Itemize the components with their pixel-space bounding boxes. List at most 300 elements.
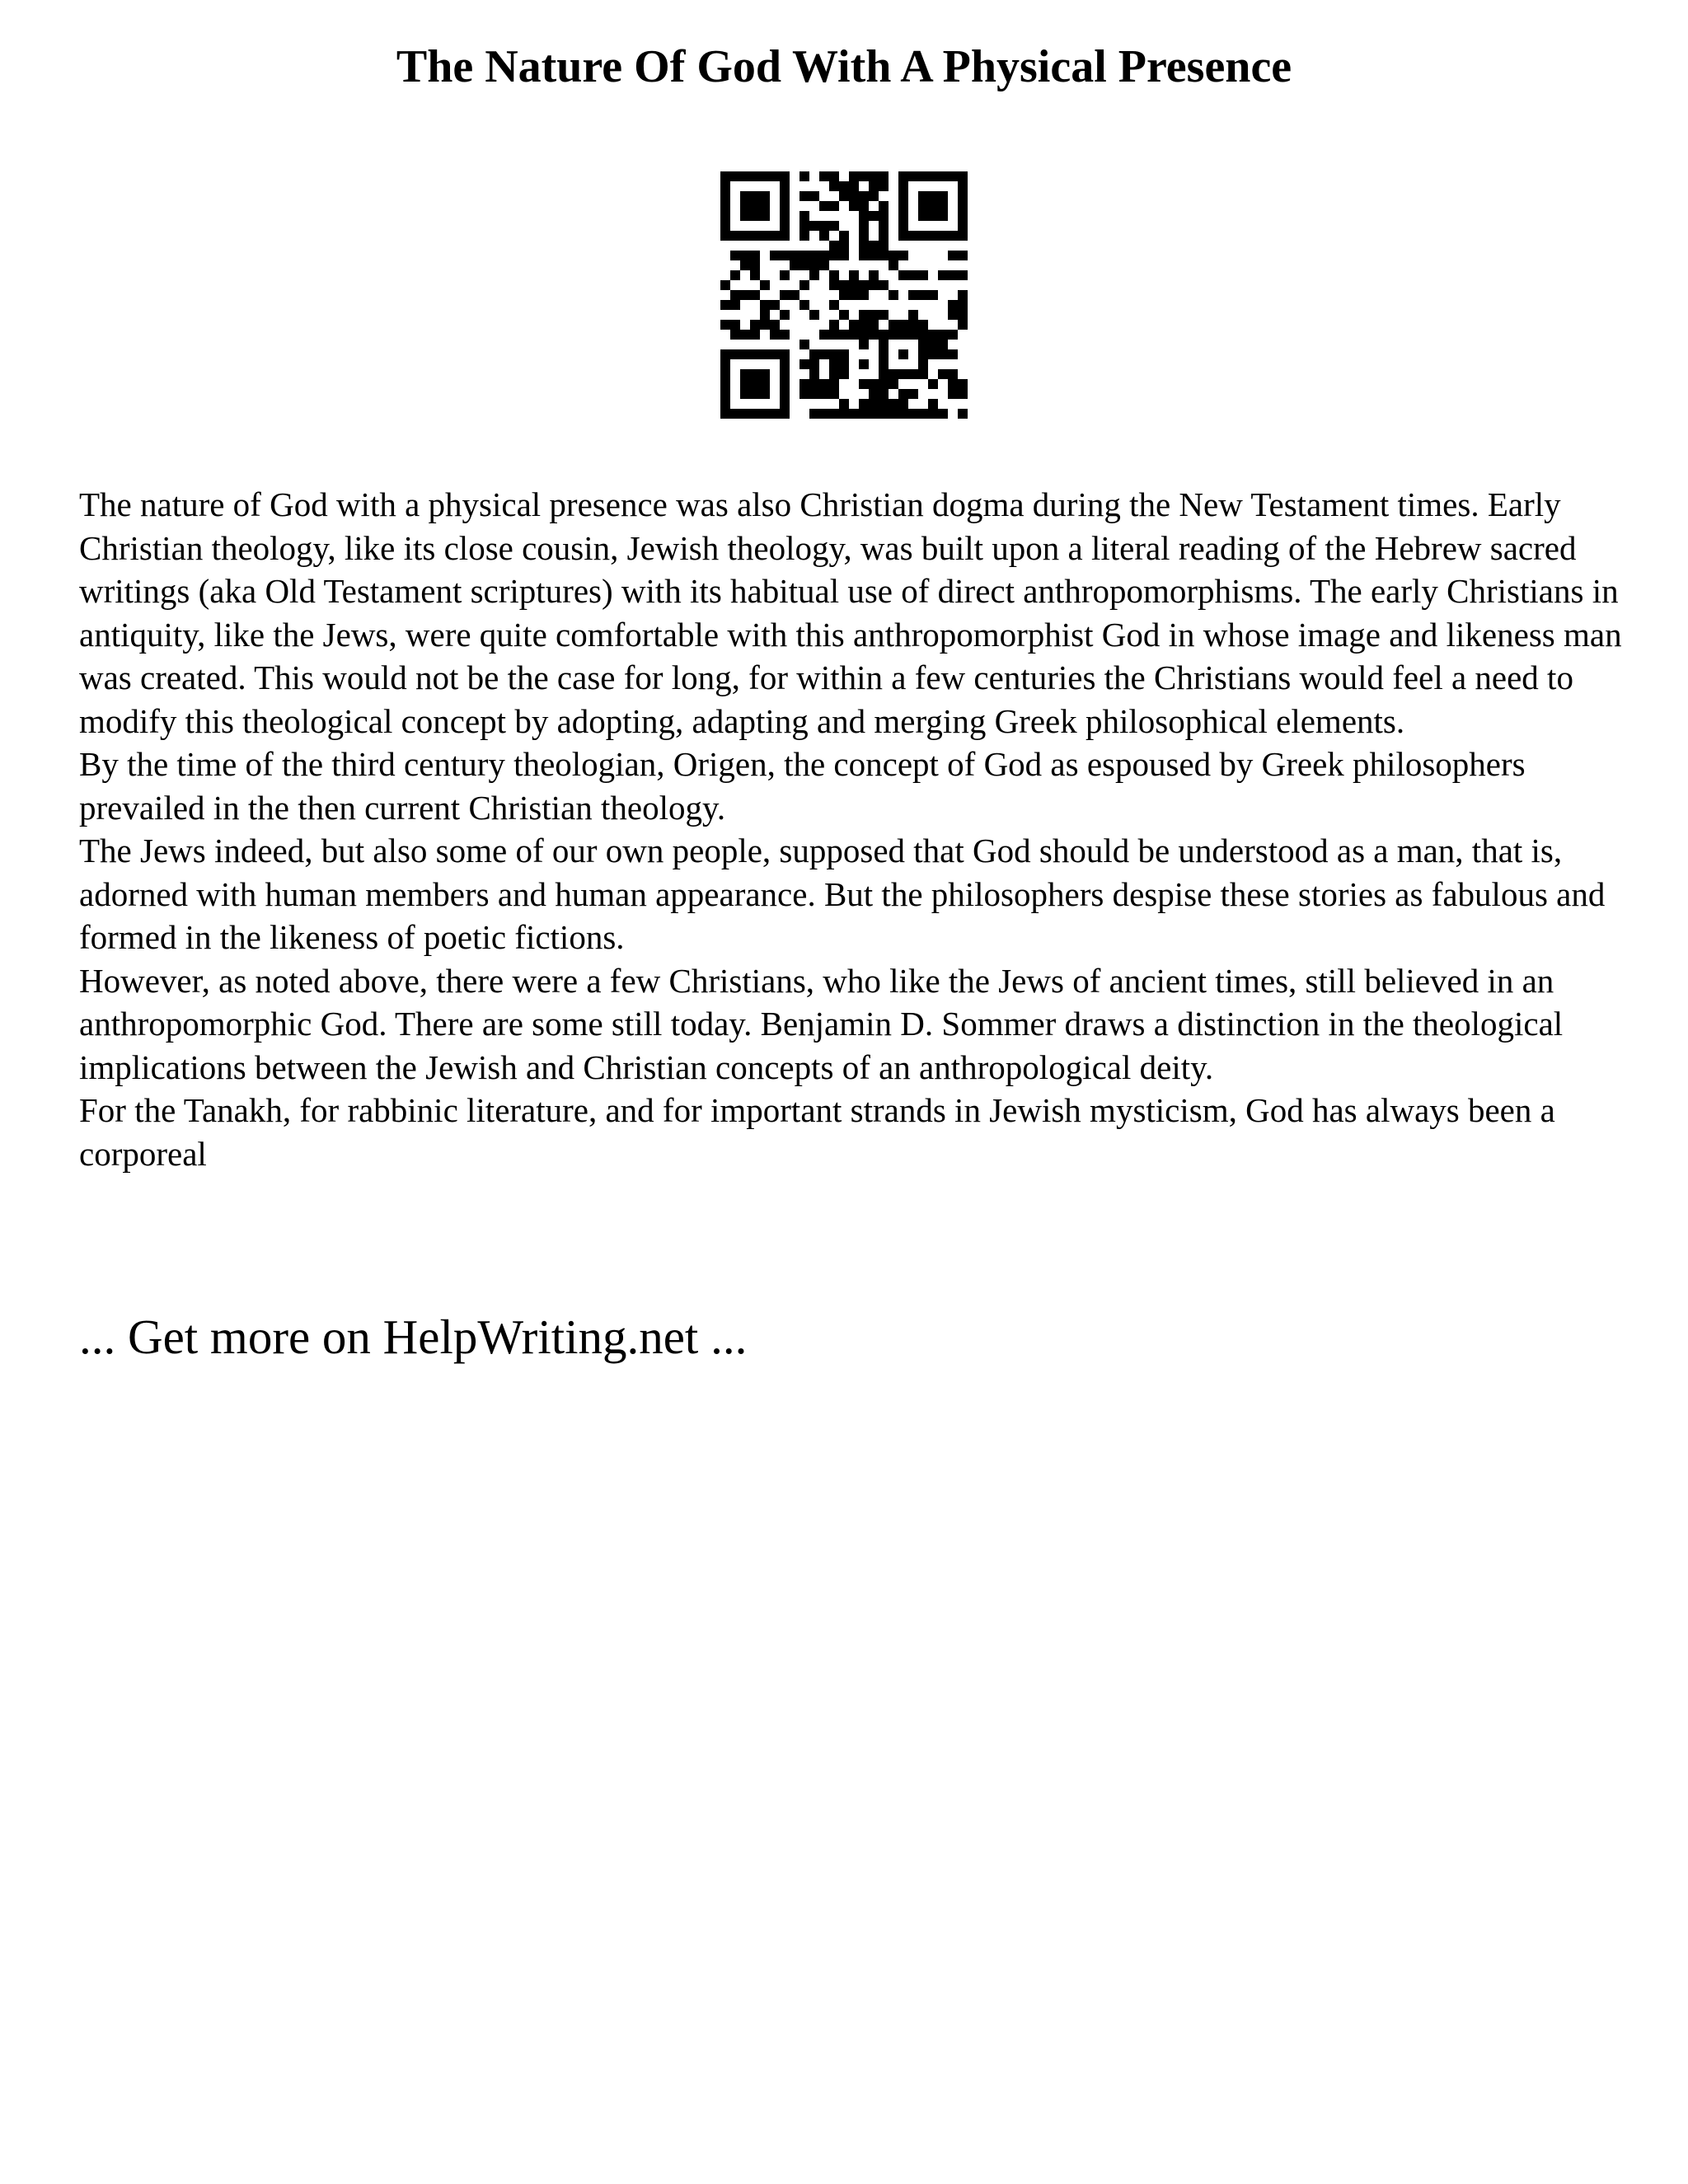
qr-module [928,211,938,221]
qr-module [740,191,750,201]
qr-module [948,379,958,389]
qr-module [889,409,898,419]
qr-module [780,171,790,181]
qr-module [849,290,859,300]
qr-module [799,171,809,181]
qr-module [928,409,938,419]
qr-module [889,290,898,300]
qr-module [958,389,968,399]
qr-module [750,330,760,340]
qr-module [760,300,770,310]
qr-module [849,270,859,280]
qr-module [879,280,889,290]
qr-module [760,231,770,241]
qr-module [809,310,819,320]
qr-module [859,231,869,241]
qr-module [859,340,869,349]
qr-module [770,171,780,181]
qr-module [760,369,770,379]
qr-module [799,221,809,231]
qr-module [938,231,948,241]
qr-module [780,310,790,320]
qr-module [898,221,908,231]
qr-module [879,211,889,221]
qr-module [879,330,889,340]
qr-module [898,270,908,280]
qr-module [730,349,740,359]
qr-module [859,280,869,290]
qr-module [780,251,790,260]
qr-module [898,171,908,181]
qr-module [948,330,958,340]
qr-module [760,409,770,419]
qr-module [859,310,869,320]
qr-module [829,181,839,191]
qr-module [740,349,750,359]
paragraph-2: By the time of the third century theologian, Origen, the concept of God as espoused by Greek philosophers prevailed in the then current Christian theology. [79,745,1526,827]
qr-module [720,201,730,211]
qr-module [730,231,740,241]
qr-module [809,260,819,270]
qr-module [958,300,968,310]
qr-module [720,389,730,399]
qr-module [720,231,730,241]
qr-module [908,310,918,320]
qr-module [918,270,928,280]
qr-module [730,409,740,419]
qr-module [869,181,879,191]
qr-module [750,260,760,270]
qr-module [740,379,750,389]
qr-module [958,379,968,389]
qr-module [839,349,849,359]
qr-module [918,409,928,419]
qr-module [958,310,968,320]
qr-module [958,221,968,231]
qr-module [780,231,790,241]
qr-module [859,201,869,211]
qr-module [780,270,790,280]
qr-module [740,330,750,340]
qr-module [760,349,770,359]
qr-module [760,310,770,320]
qr-module [879,409,889,419]
qr-module [859,251,869,260]
qr-module [819,171,829,181]
qr-code-graphic [720,171,968,419]
qr-module [898,181,908,191]
qr-module [730,290,740,300]
qr-module [859,409,869,419]
qr-module [918,359,928,369]
qr-module [720,320,730,330]
qr-module [928,379,938,389]
qr-module [849,409,859,419]
qr-module [958,181,968,191]
page-title: The Nature Of God With A Physical Presence [396,41,1292,92]
qr-module [918,231,928,241]
qr-module [958,270,968,280]
qr-module [938,340,948,349]
qr-module [958,320,968,330]
qr-module [928,290,938,300]
qr-module [760,320,770,330]
qr-module [799,251,809,260]
qr-module [720,399,730,409]
qr-module [819,409,829,419]
qr-module [849,181,859,191]
qr-module [720,280,730,290]
qr-module [889,330,898,340]
qr-module [869,280,879,290]
qr-module [958,290,968,300]
qr-module [948,300,958,310]
qr-module [780,359,790,369]
qr-module [849,330,859,340]
qr-module [730,251,740,260]
qr-module [720,349,730,359]
qr-module [839,369,849,379]
qr-module [839,241,849,251]
qr-module [750,231,760,241]
qr-module [829,320,839,330]
qr-module [819,221,829,231]
qr-module [879,221,889,231]
qr-module [819,231,829,241]
qr-module [780,191,790,201]
qr-module [780,399,790,409]
qr-module [869,379,879,389]
qr-module [750,369,760,379]
qr-module [908,330,918,340]
qr-module [869,241,879,251]
qr-module [898,399,908,409]
qr-module [740,409,750,419]
qr-module [938,171,948,181]
qr-module [839,409,849,419]
qr-module [958,191,968,201]
qr-module [829,300,839,310]
qr-module [908,320,918,330]
qr-module [849,280,859,290]
qr-module [829,359,839,369]
qr-module [829,201,839,211]
qr-module [720,369,730,379]
qr-module [780,330,790,340]
qr-module [829,241,839,251]
qr-module [730,171,740,181]
qr-module [730,330,740,340]
qr-module [879,171,889,181]
qr-module [839,280,849,290]
qr-module [750,211,760,221]
qr-module [730,300,740,310]
qr-module [918,349,928,359]
qr-module [938,409,948,419]
qr-module [829,389,839,399]
qr-module [938,191,948,201]
qr-module [859,359,869,369]
qr-module [760,211,770,221]
qr-module [958,251,968,260]
qr-module [889,260,898,270]
qr-module [879,399,889,409]
qr-module [780,349,790,359]
qr-module [819,251,829,260]
qr-module [809,409,819,419]
qr-module [908,389,918,399]
qr-module [898,369,908,379]
qr-module [889,399,898,409]
qr-module [819,349,829,359]
qr-module [889,320,898,330]
qr-module [869,211,879,221]
qr-module [750,349,760,359]
qr-module [780,211,790,221]
qr-module [799,300,809,310]
qr-module [958,409,968,419]
qr-module [928,349,938,359]
qr-module [869,251,879,260]
more-link[interactable]: ... Get more on HelpWriting.net ... [79,1310,748,1364]
qr-module [750,270,760,280]
qr-module [938,369,948,379]
qr-module [780,369,790,379]
qr-module [859,241,869,251]
qr-module [849,171,859,181]
qr-module [928,171,938,181]
qr-module [958,231,968,241]
qr-module [760,389,770,399]
qr-module [720,409,730,419]
qr-module [750,379,760,389]
qr-code-icon [720,171,968,419]
qr-module [948,270,958,280]
qr-module [908,369,918,379]
qr-module [799,260,809,270]
paragraph-1: The nature of God with a physical presence was also Christian dogma during the New Testament times. Early Christian theology, like its close cousin, Jewish theology, was built upon a literal reading of the Hebrew sacred writings (aka Old Testament scriptures) with its habitual use of direct anthropomorphisms. The early Christians in antiquity, like the Jews, were quite comfortable with this anthropomorphist God in whose image and likeness man was created. This would not be the case for long, for within a few centuries the Christians would feel a need to modify this theological concept by adopting, adapting and merging Greek philosophical elements. [79,485,1622,740]
qr-module [879,379,889,389]
qr-module [918,191,928,201]
qr-module [770,231,780,241]
qr-module [829,409,839,419]
qr-module [720,300,730,310]
qr-module [928,399,938,409]
qr-module [750,320,760,330]
qr-module [879,201,889,211]
qr-module [799,191,809,201]
qr-module [918,330,928,340]
qr-module [859,211,869,221]
qr-module [829,379,839,389]
qr-module [859,399,869,409]
qr-module [948,369,958,379]
qr-module [928,330,938,340]
qr-module [750,201,760,211]
qr-module [740,211,750,221]
qr-module [898,231,908,241]
qr-module [720,181,730,191]
qr-module [938,201,948,211]
qr-module [780,201,790,211]
qr-module [770,409,780,419]
qr-module [928,340,938,349]
qr-module [938,330,948,340]
qr-module [750,389,760,399]
qr-module [740,171,750,181]
qr-module [849,201,859,211]
qr-module [809,349,819,359]
qr-module [839,310,849,320]
qr-module [948,389,958,399]
qr-module [720,211,730,221]
qr-module [918,340,928,349]
qr-module [740,260,750,270]
qr-module [829,349,839,359]
qr-module [770,320,780,330]
qr-module [898,251,908,260]
qr-module [799,211,809,221]
qr-module [750,290,760,300]
qr-module [829,251,839,260]
paragraph-4: However, as noted above, there were a few Christians, who like the Jews of ancient times, still believed in an anthropomorphic God. There are some still today. Benjamin D. Sommer draws a distinction in the theological implications between the Jewish and Christian concepts of an anthropological deity. [79,961,1564,1086]
qr-module [849,191,859,201]
qr-module [849,320,859,330]
qr-module [770,349,780,359]
qr-module [958,201,968,211]
qr-module [869,330,879,340]
qr-module [809,251,819,260]
qr-module [750,409,760,419]
qr-module [720,171,730,181]
qr-module [799,280,809,290]
qr-module [898,349,908,359]
qr-module [799,359,809,369]
qr-module [898,389,908,399]
qr-module [948,171,958,181]
qr-module [859,290,869,300]
qr-module [869,270,879,280]
qr-module [790,251,799,260]
qr-module [829,270,839,280]
qr-module [869,399,879,409]
qr-module [750,191,760,201]
qr-module [839,191,849,201]
qr-module [898,409,908,419]
qr-module [740,389,750,399]
qr-module [720,221,730,231]
qr-module [839,359,849,369]
qr-module [790,260,799,270]
qr-module [889,379,898,389]
qr-module [780,379,790,389]
qr-module [839,181,849,191]
qr-module [760,191,770,201]
qr-module [918,290,928,300]
qr-module [879,231,889,241]
qr-module [809,270,819,280]
qr-module [928,201,938,211]
qr-module [809,389,819,399]
qr-module [948,251,958,260]
qr-module [740,201,750,211]
qr-module [908,231,918,241]
qr-module [928,231,938,241]
qr-module [918,320,928,330]
qr-module [799,340,809,349]
qr-module [839,399,849,409]
qr-module [869,389,879,399]
qr-module [809,221,819,231]
qr-module [879,389,889,399]
qr-module [819,201,829,211]
qr-module [780,290,790,300]
qr-module [948,310,958,320]
qr-module [799,231,809,241]
qr-module [780,409,790,419]
qr-module [859,191,869,201]
qr-module [770,300,780,310]
qr-module [819,389,829,399]
paragraph-3: The Jews indeed, but also some of our own people, supposed that God should be understood as a man, that is, adorned with human members and human appearance. But the philosophers despise these stories as fabulous and formed in the likeness of poetic fictions. [79,832,1606,956]
qr-module [839,290,849,300]
qr-module [750,251,760,260]
qr-module [859,171,869,181]
qr-module [839,231,849,241]
qr-module [799,389,809,399]
qr-module [889,251,898,260]
qr-module [879,181,889,191]
qr-module [720,359,730,369]
qr-module [958,211,968,221]
qr-module [839,330,849,340]
qr-module [859,379,869,389]
qr-module [908,171,918,181]
qr-module [938,211,948,221]
qr-module [760,280,770,290]
qr-module [879,251,889,260]
qr-module [799,379,809,389]
paragraph-5: For the Tanakh, for rabbinic literature, and for important strands in Jewish mysticism, God has always been a corporeal [79,1091,1555,1173]
qr-module [879,369,889,379]
qr-module [829,280,839,290]
qr-module [898,320,908,330]
qr-module [780,389,790,399]
qr-module [908,270,918,280]
qr-module [829,171,839,181]
qr-module [809,369,819,379]
qr-module [829,221,839,231]
qr-module [750,171,760,181]
qr-module [918,171,928,181]
qr-module [770,251,780,260]
qr-module [898,211,908,221]
qr-module [720,379,730,389]
qr-module [839,251,849,260]
qr-module [869,320,879,330]
qr-module [908,290,918,300]
article-body [79,483,1629,1175]
qr-module [819,260,829,270]
qr-module [809,359,819,369]
qr-module [958,171,968,181]
qr-module [760,379,770,389]
qr-module [948,349,958,359]
qr-module [740,290,750,300]
qr-module [740,369,750,379]
qr-module [869,171,879,181]
qr-module [809,191,819,201]
